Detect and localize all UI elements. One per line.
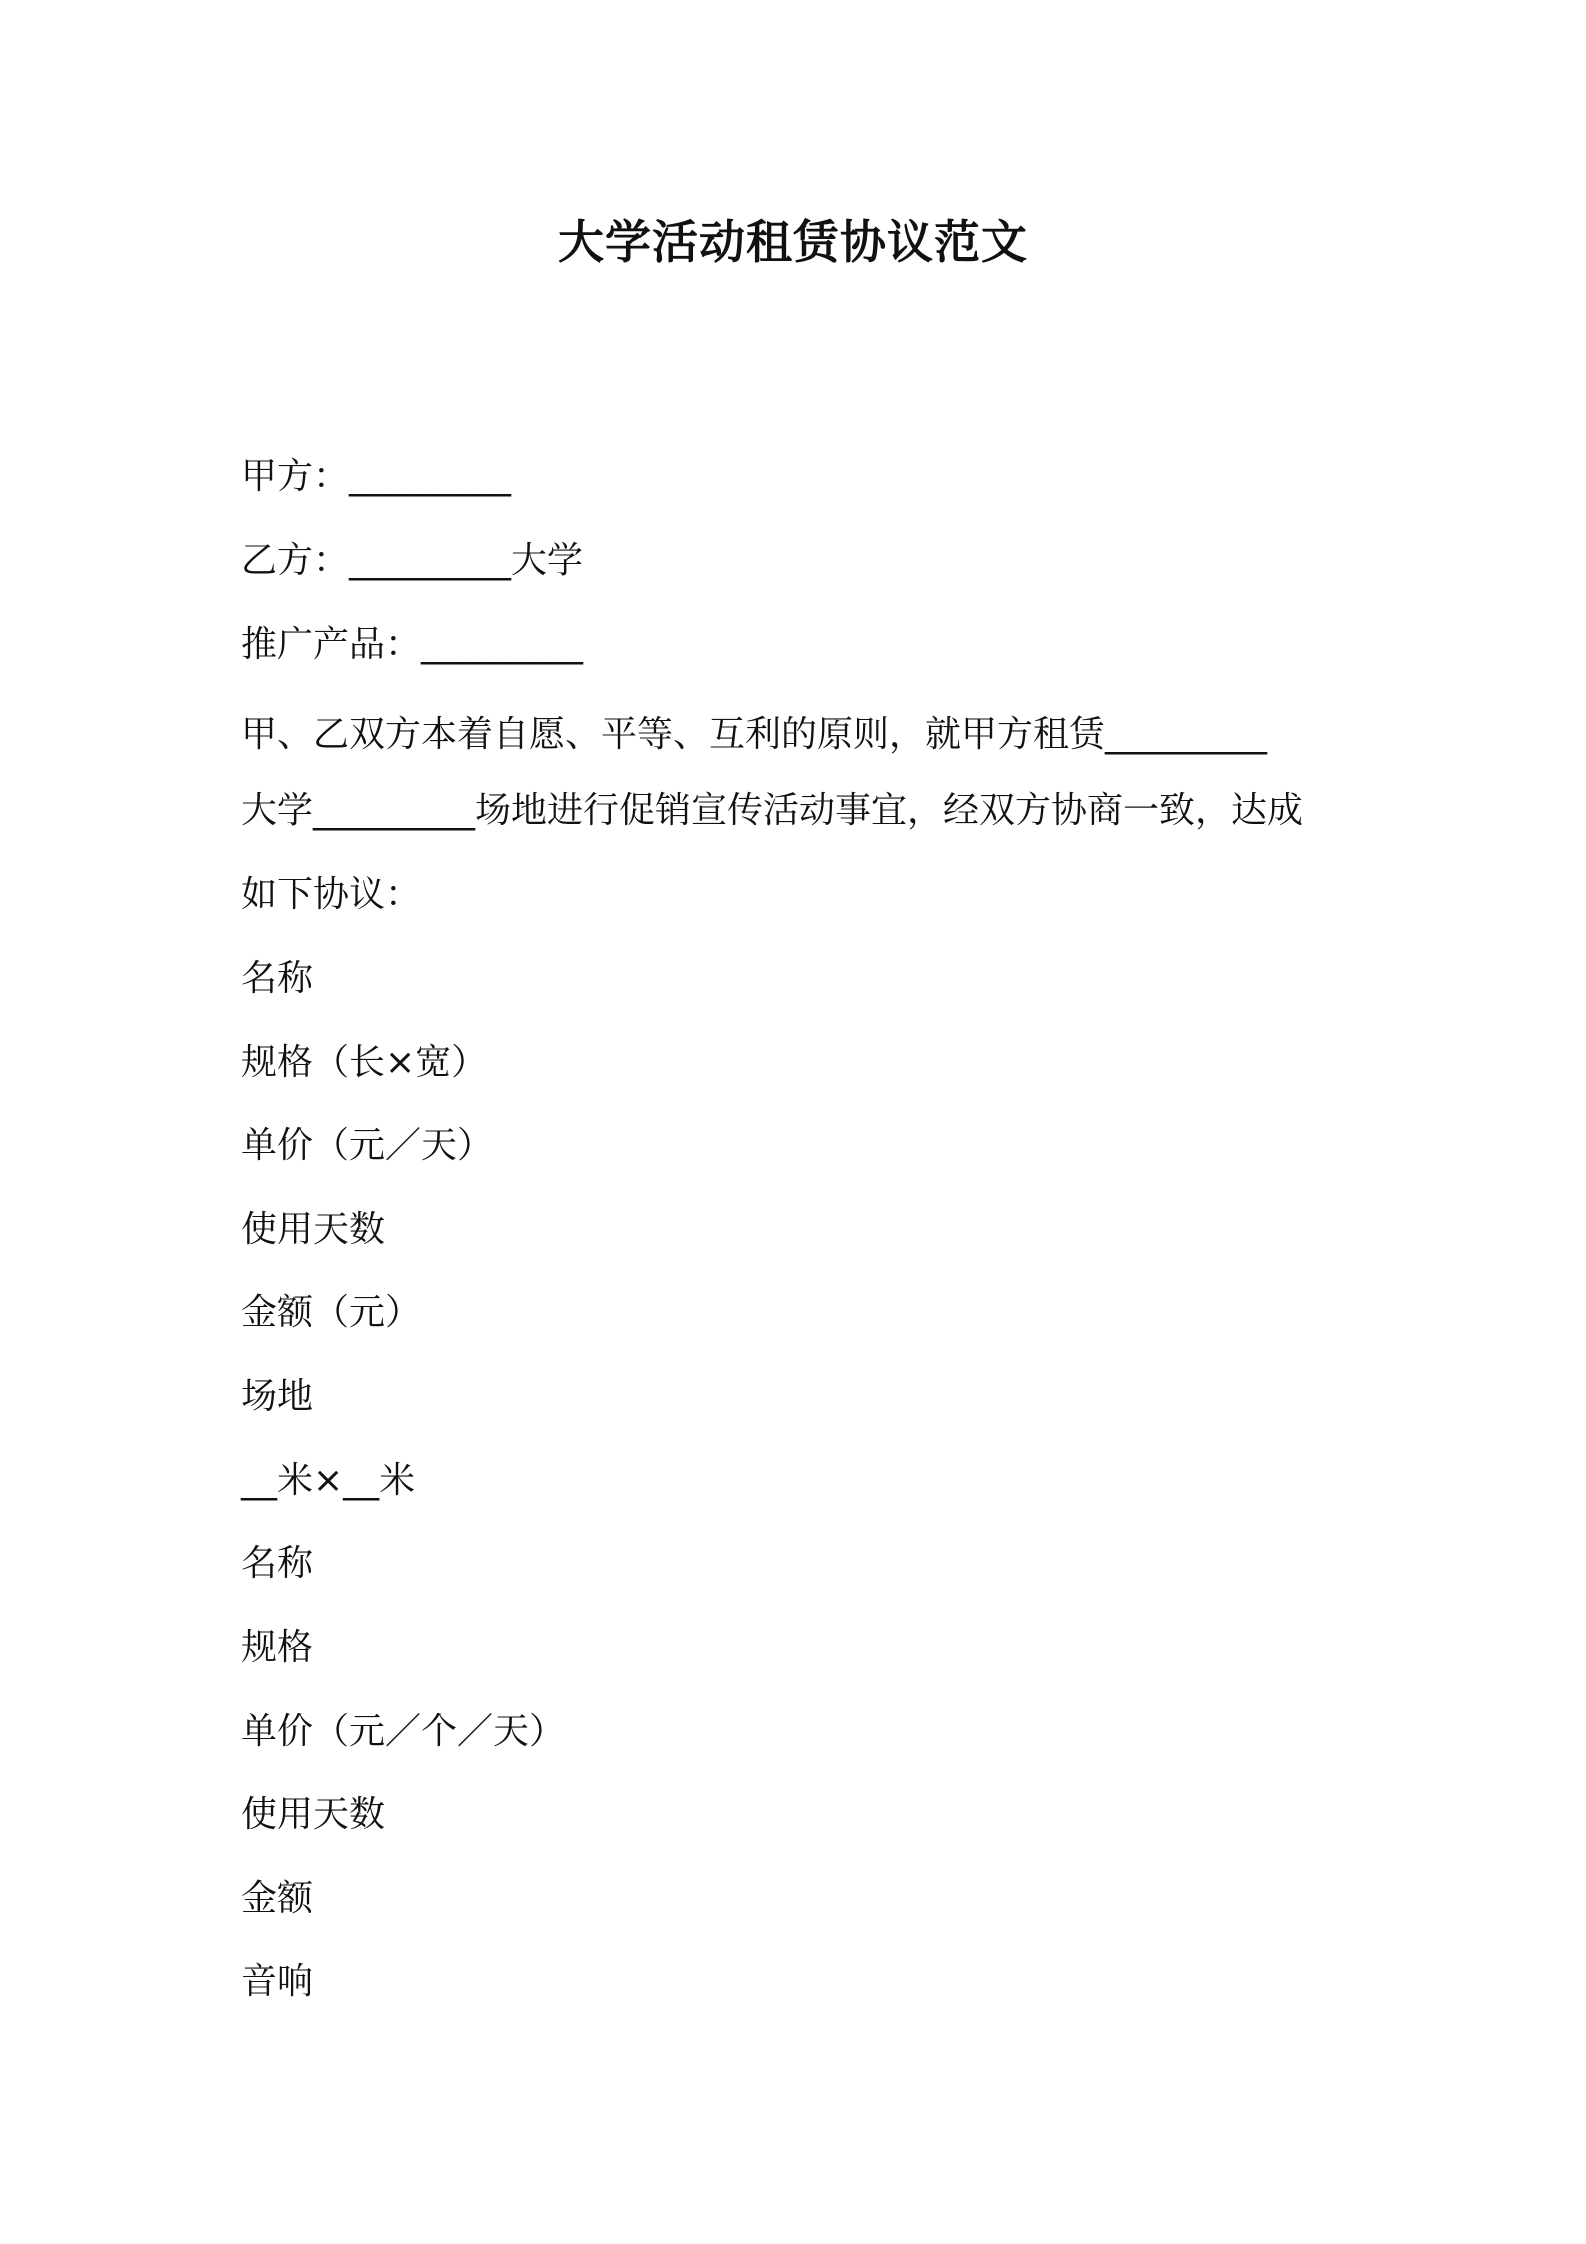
list-item: 名称 — [241, 1543, 314, 1584]
document-title: 大学活动租赁协议范文 — [558, 215, 1028, 269]
intro-line-1: 甲、乙双方本着自愿、平等、互利的原则，就甲方租赁_________ — [241, 714, 1268, 755]
product-line: 推广产品：_________ — [241, 624, 584, 665]
list-item: 规格（长×宽） — [241, 1042, 488, 1083]
list-item: 规格 — [241, 1627, 314, 1668]
intro-line-2: 大学_________场地进行促销宣传活动事宜，经双方协商一致，达成 — [241, 790, 1304, 831]
list-item: 名称 — [241, 958, 314, 999]
list-item: 音响 — [241, 1961, 314, 2002]
intro-line-3: 如下协议： — [241, 874, 422, 915]
list-item: 金额（元） — [241, 1292, 422, 1333]
list-item: 单价（元／个／天） — [241, 1711, 566, 1752]
list-item: 单价（元／天） — [241, 1125, 494, 1166]
list-item: 使用天数 — [241, 1794, 386, 1835]
party-a-line: 甲方：_________ — [241, 456, 512, 497]
party-b-line: 乙方：_________大学 — [241, 540, 584, 581]
list-item: 使用天数 — [241, 1209, 386, 1250]
list-item: 场地 — [241, 1376, 314, 1417]
list-item: __米×__米 — [241, 1460, 416, 1501]
list-item: 金额 — [241, 1878, 314, 1919]
